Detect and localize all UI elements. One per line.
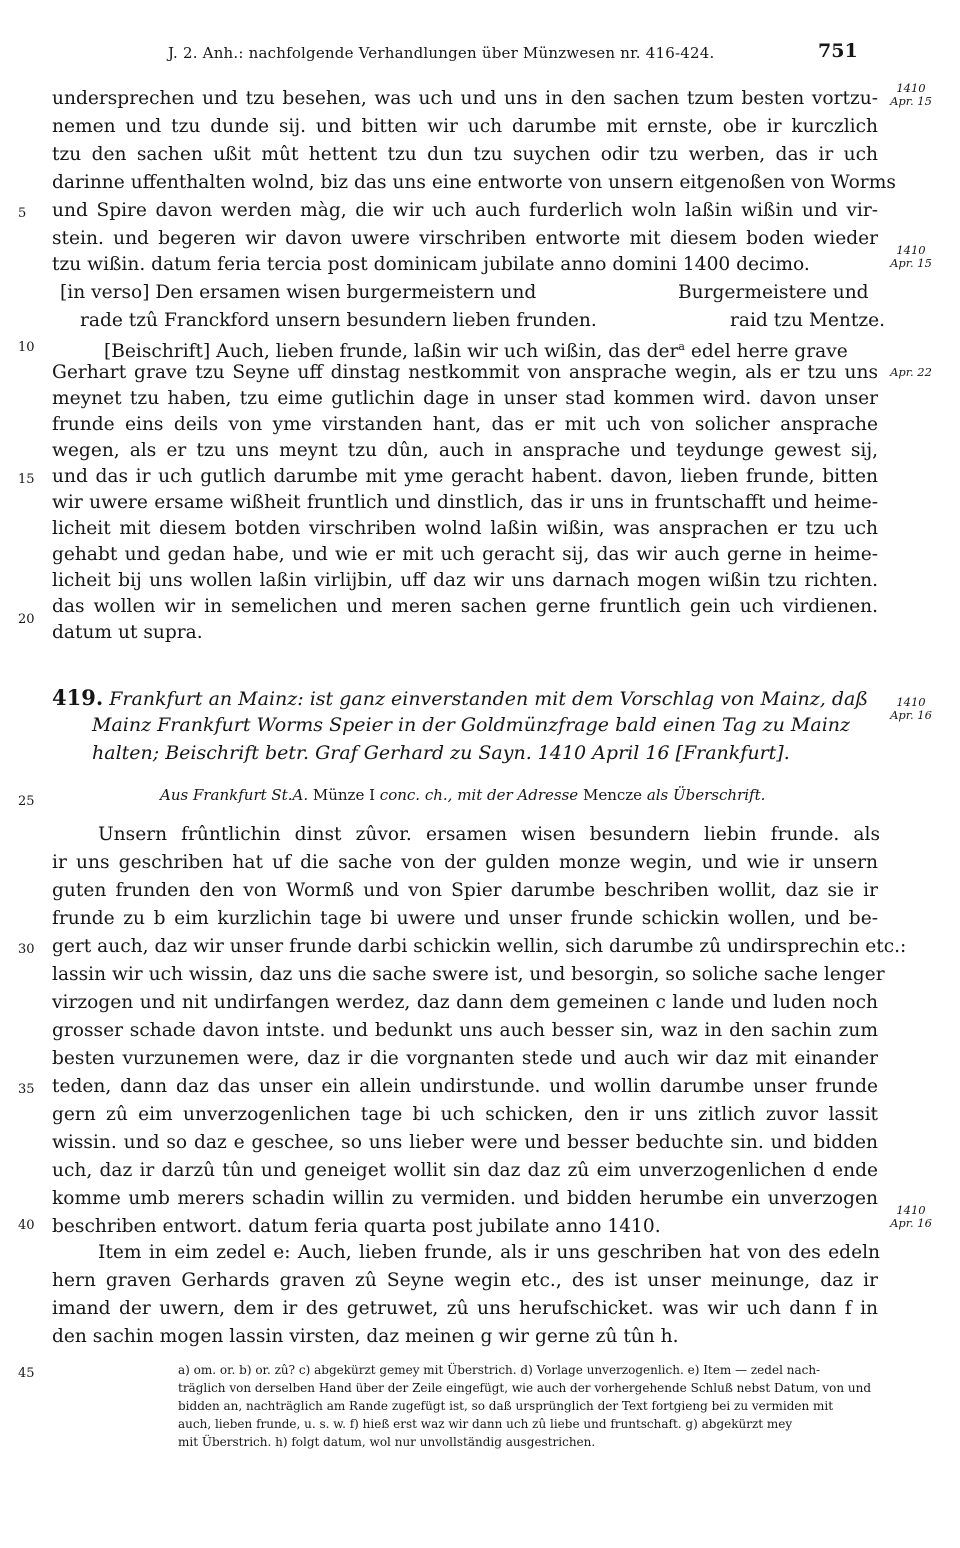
text-line: wir uwere ersame wißheit fruntlich und dinstlich, das ir uns in fruntschafft und heime- [52, 492, 878, 513]
text-line: gehabt und gedan habe, und wie er mit uch geracht sij, das wir auch gerne in heime- [52, 544, 878, 565]
beischrift-tail: edel herre grave [690, 341, 848, 363]
text-line: licheit bij uns wollen laßin virlijbin, uff daz wir uns darnach mogen wißin tzu richten. [52, 570, 878, 591]
margin-day: Apr. 15 [890, 94, 932, 108]
text-line: stein. und begeren wir davon uwere virschriben entworte mit diesem boden wieder [52, 228, 878, 249]
text-line: virzogen und nit undirfangen werdez, daz dann dem gemeinen c lande und luden noch [52, 992, 878, 1013]
text-line: wissin. und so daz e geschee, so uns lieber were und besser beduchte sin. und bidden [52, 1132, 878, 1153]
text-line: datum ut supra. [52, 622, 203, 643]
source-archive: Aus Frankfurt St.A. [160, 786, 309, 804]
margin-year: 1410 [896, 695, 926, 709]
line-number: 40 [18, 1218, 35, 1233]
text-line: gert auch, daz wir unser frunde darbi schickin wellin, sich darumbe zû undirsprechin etc.: [52, 936, 907, 957]
source-form: conc. ch., mit der Adresse [379, 786, 579, 804]
text-line: imand der uwern, dem ir des getruwet, zû uns herufschicket. was wir uch dann f in [52, 1298, 878, 1319]
text-line: Unsern frûntlichin dinst zûvor. ersamen wisen besundern liebin frunde. als [98, 824, 880, 845]
doc-number: 419. [52, 685, 104, 710]
text-line: Gerhart grave tzu Seyne uff dinstag nestkommit von ansprache wegin, als er tzu uns [52, 362, 878, 383]
text-line: darinne uffenthalten wolnd, biz das uns eine entworte von unsern eitgenoßen von Worms [52, 172, 896, 193]
text-line: teden, dann daz das unser ein allein undirstunde. und wollin darumbe unser frunde [52, 1076, 878, 1097]
footnote-line: träglich von derselben Hand über der Zeile eingefügt, wie auch der vorhergehende Schluß nebst Datum, von und [178, 1381, 871, 1395]
doc-heading-line: halten; Beischrift betr. Graf Gerhard zu Sayn. 1410 April 16 [Frankfurt]. [92, 742, 790, 764]
text-line: komme umb merers schadin willin zu vermiden. und bidden herumbe ein unverzogen [52, 1188, 878, 1209]
text-line: das wollen wir in semelichen und meren sachen gerne fruntlich gein uch virdienen. [52, 596, 878, 617]
text-line: tzu den sachen ußit mût hettent tzu dun tzu suychen odir tzu werben, das ir uch [52, 144, 878, 165]
margin-date-note [890, 696, 932, 722]
footnote-line: a) om. or. b) or. zû? c) abgekürzt gemey mit Überstrich. d) Vorlage unverzogenlich. e) Item — zedel nach- [178, 1363, 821, 1377]
running-head: J. 2. Anh.: nachfolgende Verhandlungen über Münzwesen nr. 416-424. [168, 44, 715, 62]
footnote-mark: a [678, 340, 685, 353]
doc-heading-line: Mainz Frankfurt Worms Speier in der Goldmünzfrage bald einen Tag zu Mainz [92, 714, 851, 736]
text-line: licheit mit diesem botden virschriben wolnd laßin wißin, was ansprachen er tzu uch [52, 518, 878, 539]
text-line: Item in eim zedel e: Auch, lieben frunde, als ir uns geschriben hat von des edeln [98, 1242, 880, 1263]
verso-address-left: rade tzû Franckford unsern besundern lieben frunden. [80, 310, 597, 331]
source-note [160, 786, 765, 804]
footnote-line: bidden an, nachträglich am Rande zugefügt ist, so daß ursprünglich der Text fortgieng bei zu vermiden mit [178, 1399, 834, 1413]
margin-date-note [890, 366, 932, 379]
margin-date-note [890, 1204, 932, 1230]
doc-heading-text: Frankfurt an Mainz: ist ganz einverstanden mit dem Vorschlag von Mainz, daß [109, 688, 869, 710]
text-line: undersprechen und tzu besehen, was uch und uns in den sachen tzum besten vortzu- [52, 88, 878, 109]
margin-year: 1410 [896, 1203, 926, 1217]
text-line: grosser schade davon intste. und bedunkt uns auch besser sin, waz in den sachin zum [52, 1020, 878, 1041]
text-line: und das ir uch gutlich darumbe mit yme geracht habent. davon, lieben frunde, bitten [52, 466, 878, 487]
source-address: Mencze [578, 786, 647, 804]
text-line: den sachin mogen lassin virsten, daz meinen g wir gerne zû tûn h. [52, 1326, 679, 1347]
text-line: wegen, als er tzu uns meynt tzu dûn, auch in ansprache und teydunge gewest sij, [52, 440, 878, 461]
text-line: beschriben entwort. datum feria quarta post jubilate anno 1410. [52, 1216, 661, 1237]
text-line: tzu wißin. datum feria tercia post dominicam jubilate anno domini 1400 decimo. [52, 254, 810, 275]
line-number: 35 [18, 1082, 35, 1097]
text-line: ir uns geschriben hat uf die sache von der gulden monze wegin, und wie ir unsern [52, 852, 878, 873]
margin-day: Apr. 15 [890, 256, 932, 270]
text-line: uch, daz ir darzû tûn und geneiget wollit sin daz daz zû eim unverzogenlichen d ende [52, 1160, 878, 1181]
footnote-line: mit Überstrich. h) folgt datum, wol nur unvollständig ausgestrichen. [178, 1435, 596, 1449]
text-line: meynet tzu haben, tzu eime gutlichin dage in unser stad kommen wird. davon unser [52, 388, 878, 409]
margin-year: 1410 [896, 81, 926, 95]
line-number: 5 [18, 206, 27, 221]
text-line: und Spire davon werden màg, die wir uch auch furderlich woln laßin wißin und vir- [52, 200, 878, 221]
source-remark: als Überschrift. [646, 786, 766, 804]
beischrift-text: [Beischrift] Auch, lieben frunde, laßin wir uch wißin, das der [104, 341, 679, 363]
margin-day: Apr. 22 [890, 365, 932, 379]
line-number: 20 [18, 612, 35, 627]
text-line: lassin wir uch wissin, daz uns die sache swere ist, und besorgin, so soliche sache lenger [52, 964, 885, 985]
doc-heading [52, 684, 882, 713]
text-line: frunde eins deils von yme virstanden hant, das er mit uch von solicher ansprache [52, 414, 878, 435]
text-line: besten vurzunemen were, daz ir die vorgnanten stede und auch wir daz mit einander [52, 1048, 878, 1069]
text-line: hern graven Gerhards graven zû Seyne wegin etc., des ist unser meinunge, daz ir [52, 1270, 878, 1291]
line-number: 45 [18, 1366, 35, 1381]
text-line: guten frunden den von Wormß und von Spier darumbe beschriben wollit, daz sie ir [52, 880, 878, 901]
line-number: 15 [18, 472, 35, 487]
source-signature: Münze I [308, 786, 380, 804]
margin-date-note [890, 82, 932, 108]
page-number: 751 [818, 40, 858, 62]
verso-address-right: raid tzu Mentze. [730, 310, 886, 331]
line-number: 25 [18, 794, 35, 809]
footnote-line: auch, lieben frunde, u. s. w. f) hieß erst waz wir dann uch zû liebe und fruntschaft. g) abgekürzt mey [178, 1417, 793, 1431]
text-line: nemen und tzu dunde sij. und bitten wir uch darumbe mit ernste, obe ir kurczlich [52, 116, 878, 137]
margin-day: Apr. 16 [890, 1216, 932, 1230]
margin-day: Apr. 16 [890, 708, 932, 722]
line-number: 10 [18, 340, 35, 355]
margin-date-note [890, 244, 932, 270]
margin-year: 1410 [896, 243, 926, 257]
text-line: gern zû eim unverzogenlichen tage bi uch schicken, den ir uns zitlich zuvor lassit [52, 1104, 878, 1125]
verso-address-right: Burgermeistere und [678, 282, 869, 303]
verso-address-left: [in verso] Den ersamen wisen burgermeistern und [60, 282, 537, 303]
text-line: frunde zu b eim kurzlichin tage bi uwere und unser frunde schickin wollen, und be- [52, 908, 878, 929]
line-number: 30 [18, 942, 35, 957]
